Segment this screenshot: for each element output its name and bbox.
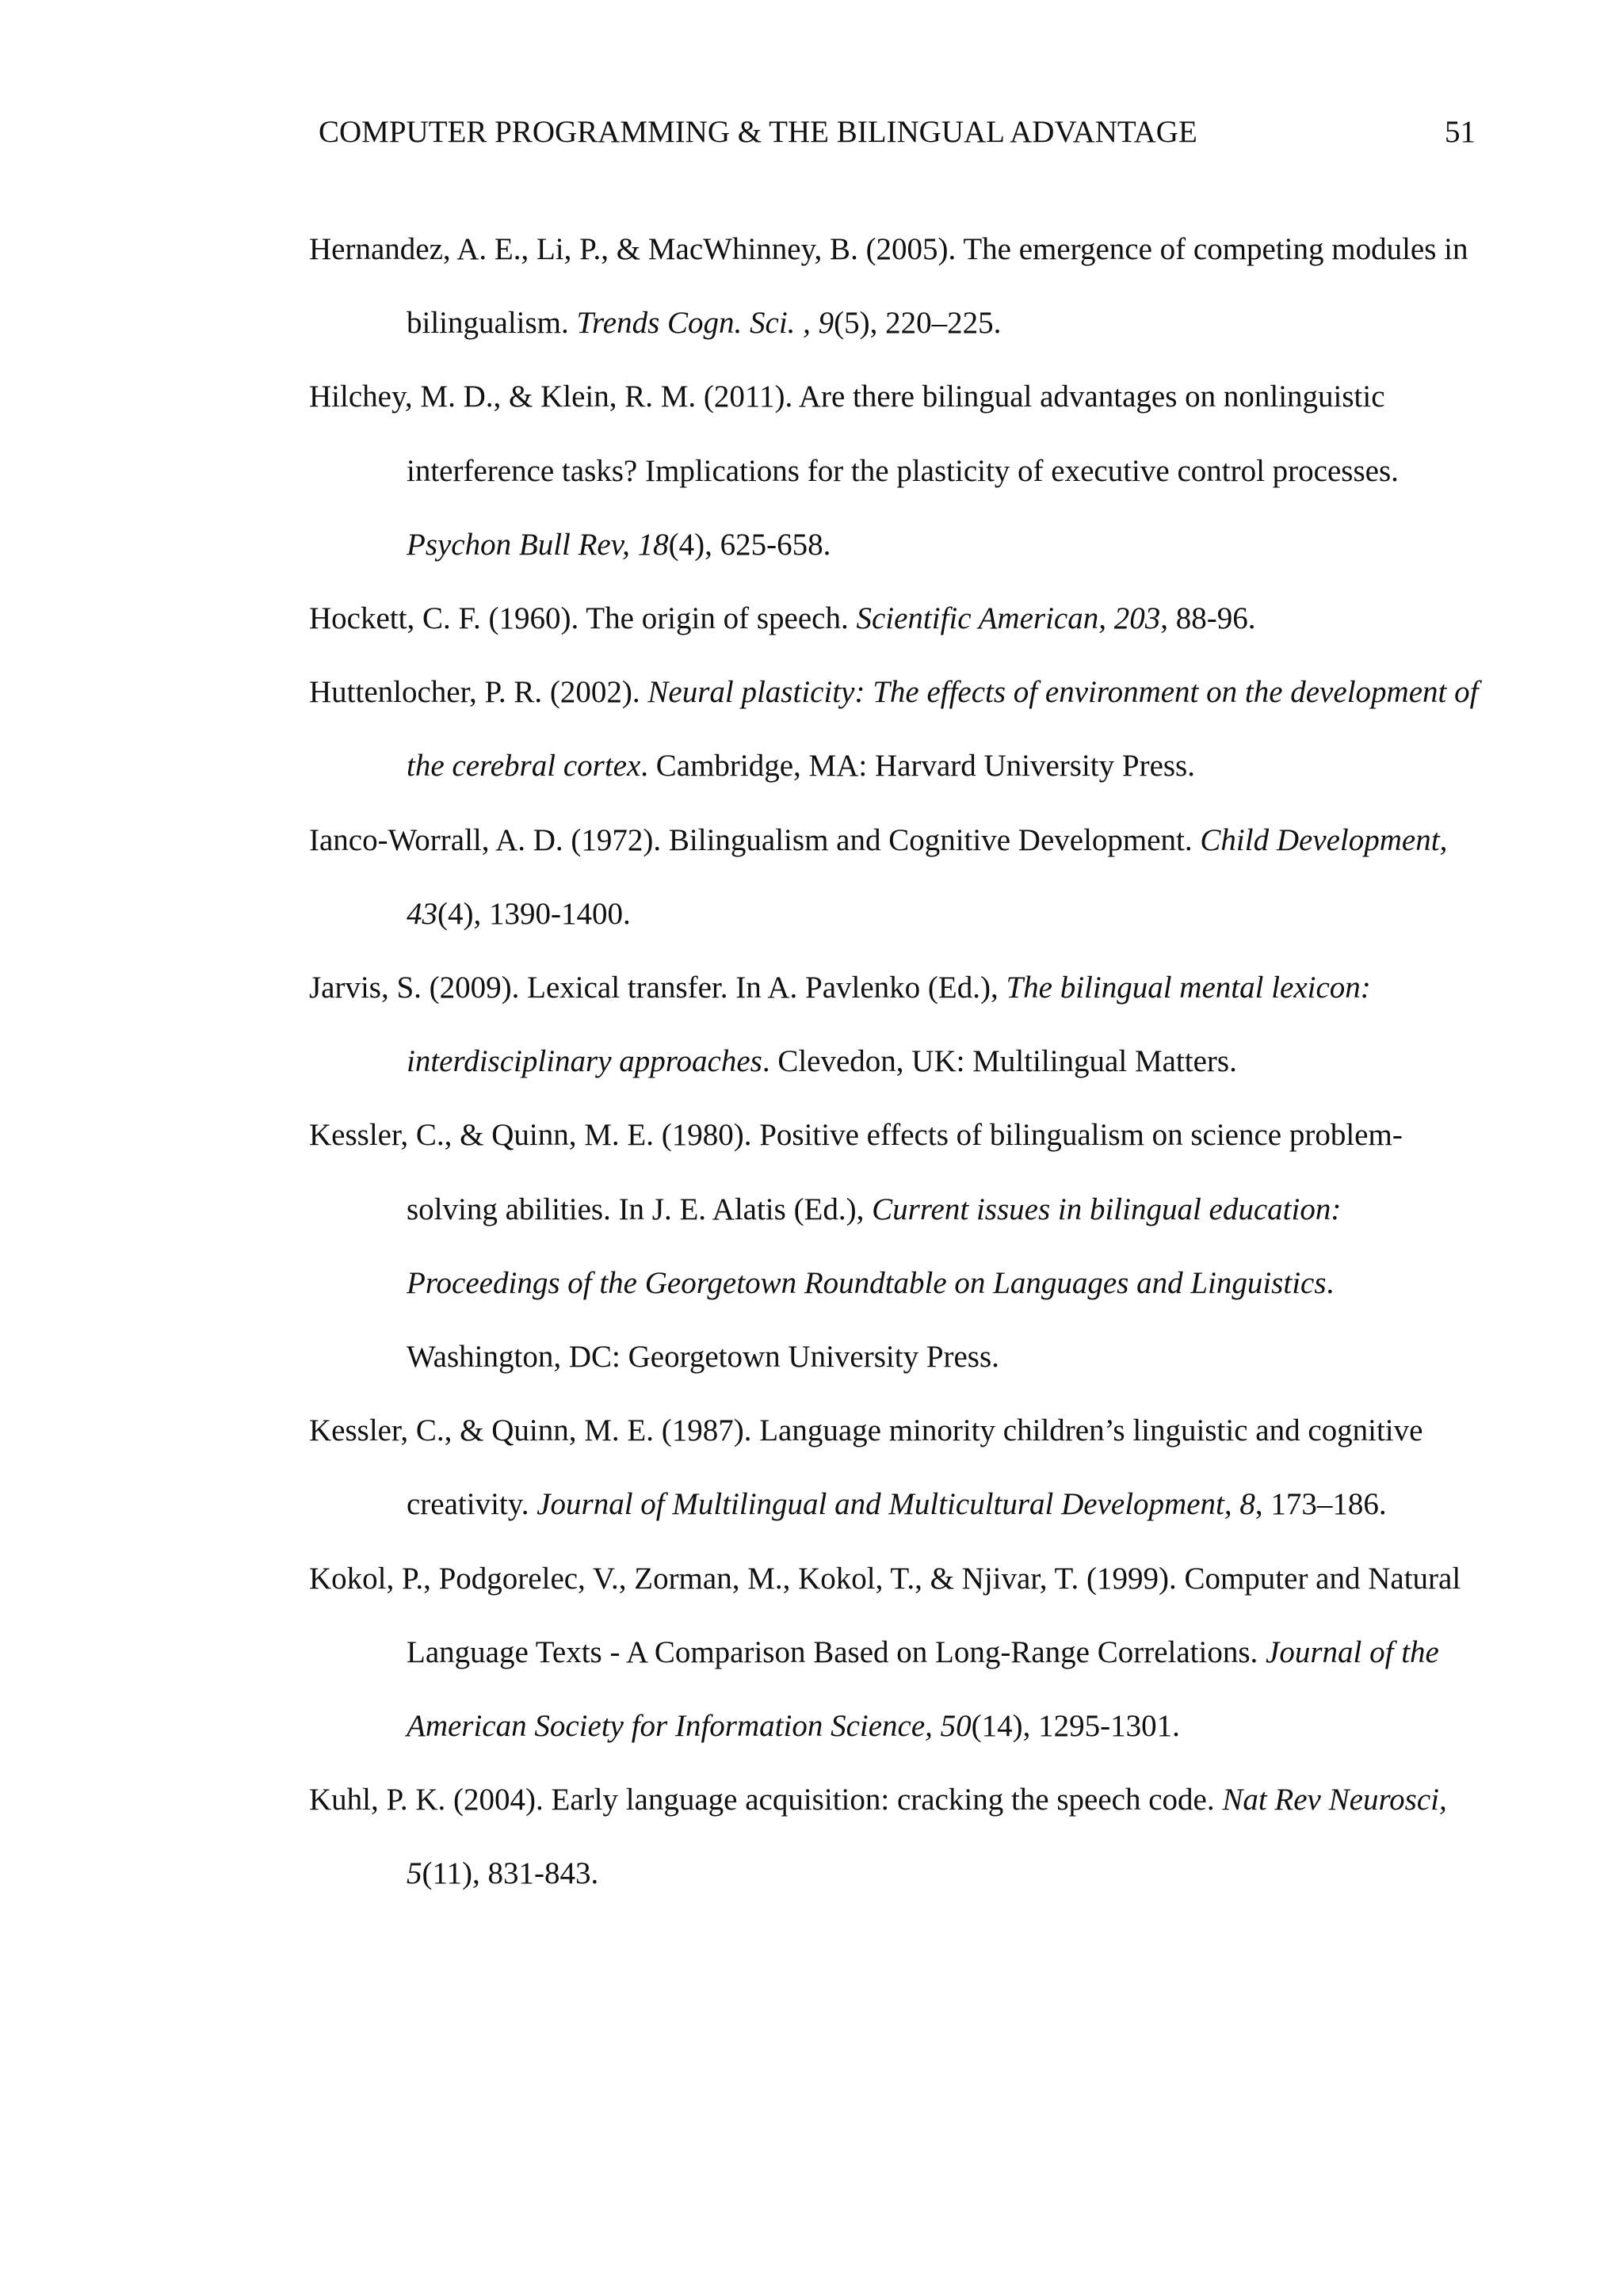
ref-journal: Trends Cogn. Sci. , 9 (576, 306, 834, 341)
ref-text: Hernandez, A. E., Li, P., & MacWhinney, B. (2005). The emergence of competing modules in bilingualism. (309, 232, 1468, 341)
ref-text: Huttenlocher, P. R. (2002). (309, 675, 648, 710)
ref-journal: Journal of Multilingual and Multicultural Development, 8 (537, 1487, 1255, 1522)
reference-kokol-1999 (309, 1542, 1482, 1764)
reference-kuhl-2004 (309, 1763, 1482, 1910)
ref-journal: Child Development, 43 (407, 822, 1448, 931)
ref-book-title: The bilingual mental lexicon: interdisciplinary approaches (407, 971, 1371, 1079)
reference-hockett-1960 (309, 582, 1482, 655)
running-head: COMPUTER PROGRAMMING & THE BILINGUAL ADVANTAGE (319, 115, 1197, 149)
reference-list (309, 212, 1482, 1911)
ref-text: Kessler, C., & Quinn, M. E. (1987). Language minority children’s linguistic and cognitive creativity. (309, 1413, 1423, 1522)
ref-journal: Nat Rev Neurosci, 5 (407, 1783, 1447, 1891)
ref-text: Hockett, C. F. (1960). The origin of speech. (309, 601, 857, 636)
ref-text: (14), 1295-1301. (971, 1709, 1180, 1744)
ref-text: Ianco-Worrall, A. D. (1972). Bilingualism and Cognitive Development. (309, 822, 1201, 857)
ref-journal: Journal of the American Society for Information Science, 50 (407, 1634, 1439, 1744)
reference-kessler-1980 (309, 1098, 1482, 1394)
ref-text: Kokol, P., Podgorelec, V., Zorman, M., Kokol, T., & Njivar, T. (1999). Computer and Natural Language Texts - A Comparison Based on Long-Range Correlations. (309, 1561, 1461, 1669)
reference-hernandez-2005 (309, 212, 1482, 360)
reference-ianco-worrall-1972 (309, 803, 1482, 951)
ref-text: (4), 1390-1400. (437, 896, 631, 931)
ref-text: Hilchey, M. D., & Klein, R. M. (2011). Are there bilingual advantages on nonlinguistic interference tasks? Implications for the plasticity of executive control processes. (309, 379, 1399, 488)
reference-hilchey-2011 (309, 360, 1482, 582)
ref-text: , 173–186. (1254, 1487, 1387, 1522)
ref-text: (4), 625-658. (668, 527, 831, 562)
ref-text: . Clevedon, UK: Multilingual Matters. (762, 1044, 1237, 1079)
page-number: 51 (1445, 115, 1476, 149)
ref-text: (11), 831-843. (422, 1856, 599, 1891)
ref-text: (5), 220–225. (834, 306, 1002, 341)
ref-text: , 88-96. (1160, 601, 1256, 636)
ref-journal: Psychon Bull Rev, 18 (407, 527, 669, 562)
reference-kessler-1987 (309, 1394, 1482, 1541)
ref-journal: Scientific American, 203 (856, 601, 1161, 636)
reference-huttenlocher-2002 (309, 655, 1482, 803)
ref-text: Jarvis, S. (2009). Lexical transfer. In A. Pavlenko (Ed.), (309, 971, 1006, 1005)
ref-text: . Cambridge, MA: Harvard University Press. (640, 749, 1195, 784)
reference-jarvis-2009 (309, 951, 1482, 1098)
ref-text: . Washington, DC: Georgetown University Press. (407, 1265, 1335, 1375)
ref-book-title: Current issues in bilingual education: Proceedings of the Georgetown Roundtable on Languages and Linguistics (407, 1192, 1342, 1300)
ref-text: Kessler, C., & Quinn, M. E. (1980). Positive effects of bilingualism on science problem-solving abilities. In J. E. Alatis (Ed.), (309, 1118, 1403, 1226)
ref-book-title: Neural plasticity: The effects of environment on the development of the cerebral cortex (407, 675, 1479, 784)
ref-text: Kuhl, P. K. (2004). Early language acquisition: cracking the speech code. (309, 1783, 1223, 1817)
